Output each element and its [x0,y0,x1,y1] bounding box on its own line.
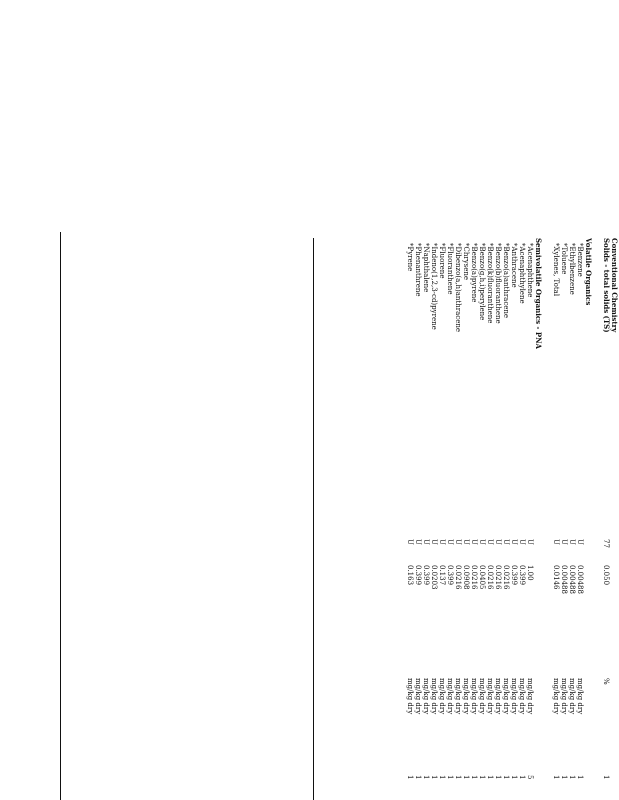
analyte-name: *Dibenzo(a,h)anthracene [454,243,462,332]
qualifier-flag: U [560,539,568,545]
analyte-name: *Chrysene [462,243,470,281]
result-unit: mg/kg dry [438,678,446,715]
result-value: 0.0216 [502,565,510,590]
dilution-factor: 1 [576,775,584,780]
solids-dilution: 1 [602,775,610,780]
dilution-factor: 5 [526,775,534,780]
table-row [568,0,576,800]
result-value: 0.00488 [576,565,584,594]
result-value: 1.00 [526,565,534,581]
table-row [422,0,430,800]
result-unit: mg/kg dry [576,678,584,715]
qualifier-flag: U [518,539,526,545]
result-value: 0.0216 [470,565,478,590]
analyte-name: *Anthracene [510,243,518,288]
table-row [462,0,470,800]
qualifier-flag: U [470,539,478,545]
qualifier-flag: U [552,539,560,545]
table-row [414,0,422,800]
result-unit: mg/kg dry [486,678,494,715]
analyte-name: *Indeno(1,2,3-cd)pyrene [430,243,438,330]
dilution-factor: 1 [502,775,510,780]
section-title-row [610,0,618,800]
dilution-factor: 1 [470,775,478,780]
table-row [470,0,478,800]
result-unit: mg/kg dry [568,678,576,715]
result-unit: mg/kg dry [462,678,470,715]
dilution-factor: 1 [454,775,462,780]
result-unit: mg/kg dry [446,678,454,715]
result-unit: mg/kg dry [478,678,486,715]
semivolatile-header: Semivolatile Organics - PNA [534,238,543,349]
dilution-factor: 1 [486,775,494,780]
result-unit: mg/kg dry [560,678,568,715]
result-value: 0.0216 [454,565,462,590]
result-unit: mg/kg dry [518,678,526,715]
analyte-name: *Acenaphthylene [518,243,526,304]
analyte-name: *Xylenes, Total [552,243,560,297]
table-row [552,0,560,800]
result-unit: mg/kg dry [406,678,414,715]
solids-row [602,0,610,800]
result-value: 0.0146 [552,565,560,590]
analyte-name: *Fluorene [438,243,446,279]
analyte-name: *Naphthalene [422,243,430,293]
table-row [502,0,510,800]
table-row [478,0,486,800]
analyte-name: *Acenaphthene [526,243,534,298]
dilution-factor: 1 [446,775,454,780]
dilution-factor: 1 [430,775,438,780]
analyte-name: *Fluoranthene [446,243,454,295]
result-value: 0.0908 [462,565,470,590]
dilution-factor: 1 [552,775,560,780]
table-row [560,0,568,800]
volatile-header-row [584,0,592,800]
table-row [518,0,526,800]
dilution-factor: 1 [510,775,518,780]
solids-flag: 77 [602,539,610,548]
table-row [406,0,414,800]
qualifier-flag: U [510,539,518,545]
result-value: 0.00488 [560,565,568,594]
result-value: 0.399 [510,565,518,586]
qualifier-flag: U [406,539,414,545]
dilution-factor: 1 [422,775,430,780]
table-row [446,0,454,800]
qualifier-flag: U [454,539,462,545]
solids-unit: % [602,678,610,685]
section-title: Conventional Chemistry [610,238,619,333]
dilution-factor: 1 [478,775,486,780]
qualifier-flag: U [414,539,422,545]
analyte-name: *Benzo(a)anthracene [502,243,510,319]
table-row [510,0,518,800]
table-row [576,0,584,800]
analyte-name: *Ethylbenzene [568,243,576,295]
dilution-factor: 1 [560,775,568,780]
analyte-name: *Benzo(b)fluoranthene [494,243,502,324]
dilution-factor: 1 [406,775,414,780]
result-value: 0.0203 [430,565,438,590]
table-row [486,0,494,800]
analyte-name: *Benzo(a)pyrene [470,243,478,303]
qualifier-flag: U [576,539,584,545]
qualifier-flag: U [486,539,494,545]
section-gap [542,0,552,800]
qualifier-flag: U [422,539,430,545]
result-value: 0.00488 [568,565,576,594]
semivolatile-header-row [534,0,542,800]
result-value: 0.0216 [494,565,502,590]
qualifier-flag: U [438,539,446,545]
volatile-rows [552,0,584,800]
solids-name: Solids - total solids (TS) [602,238,611,333]
result-value: 0.163 [406,565,414,586]
qualifier-flag: U [494,539,502,545]
result-unit: mg/kg dry [454,678,462,715]
result-value: 0.0216 [486,565,494,590]
section-gap [592,0,602,800]
left-margin-rule [60,232,61,800]
result-unit: mg/kg dry [414,678,422,715]
analyte-name: *Toluene [560,243,568,275]
table-row [454,0,462,800]
semivolatile-rows [406,0,534,800]
qualifier-flag: U [462,539,470,545]
qualifier-flag: U [502,539,510,545]
dilution-factor: 1 [568,775,576,780]
analyte-name: *Benzo(k)fluoranthene [486,243,494,324]
result-value: 0.399 [422,565,430,586]
result-value: 0.0405 [478,565,486,590]
qualifier-flag: U [526,539,534,545]
result-unit: mg/kg dry [430,678,438,715]
analyte-name: *Benzo(g,h,i)perylene [478,243,486,321]
qualifier-flag: U [568,539,576,545]
result-unit: mg/kg dry [510,678,518,715]
table-divider-rule [313,238,314,800]
result-value: 0.399 [446,565,454,586]
qualifier-flag: U [430,539,438,545]
dilution-factor: 1 [518,775,526,780]
result-unit: mg/kg dry [552,678,560,715]
analyte-name: *Benzene [576,243,584,277]
result-unit: mg/kg dry [502,678,510,715]
result-unit: mg/kg dry [494,678,502,715]
qualifier-flag: U [478,539,486,545]
analyte-name: *Phenanthrene [414,243,422,297]
qualifier-flag: U [446,539,454,545]
volatile-header: Volatile Organics [584,238,593,306]
analyte-name: *Pyrene [406,243,414,272]
dilution-factor: 1 [494,775,502,780]
result-unit: mg/kg dry [526,678,534,715]
result-value: 0.137 [438,565,446,586]
result-value: 0.399 [414,565,422,586]
table-row [494,0,502,800]
dilution-factor: 1 [414,775,422,780]
dilution-factor: 1 [462,775,470,780]
table-row [526,0,534,800]
table-row [430,0,438,800]
table-row [438,0,446,800]
result-unit: mg/kg dry [422,678,430,715]
result-value: 0.399 [518,565,526,586]
result-unit: mg/kg dry [470,678,478,715]
dilution-factor: 1 [438,775,446,780]
results-table [406,0,618,800]
solids-value: 0.050 [602,565,610,586]
